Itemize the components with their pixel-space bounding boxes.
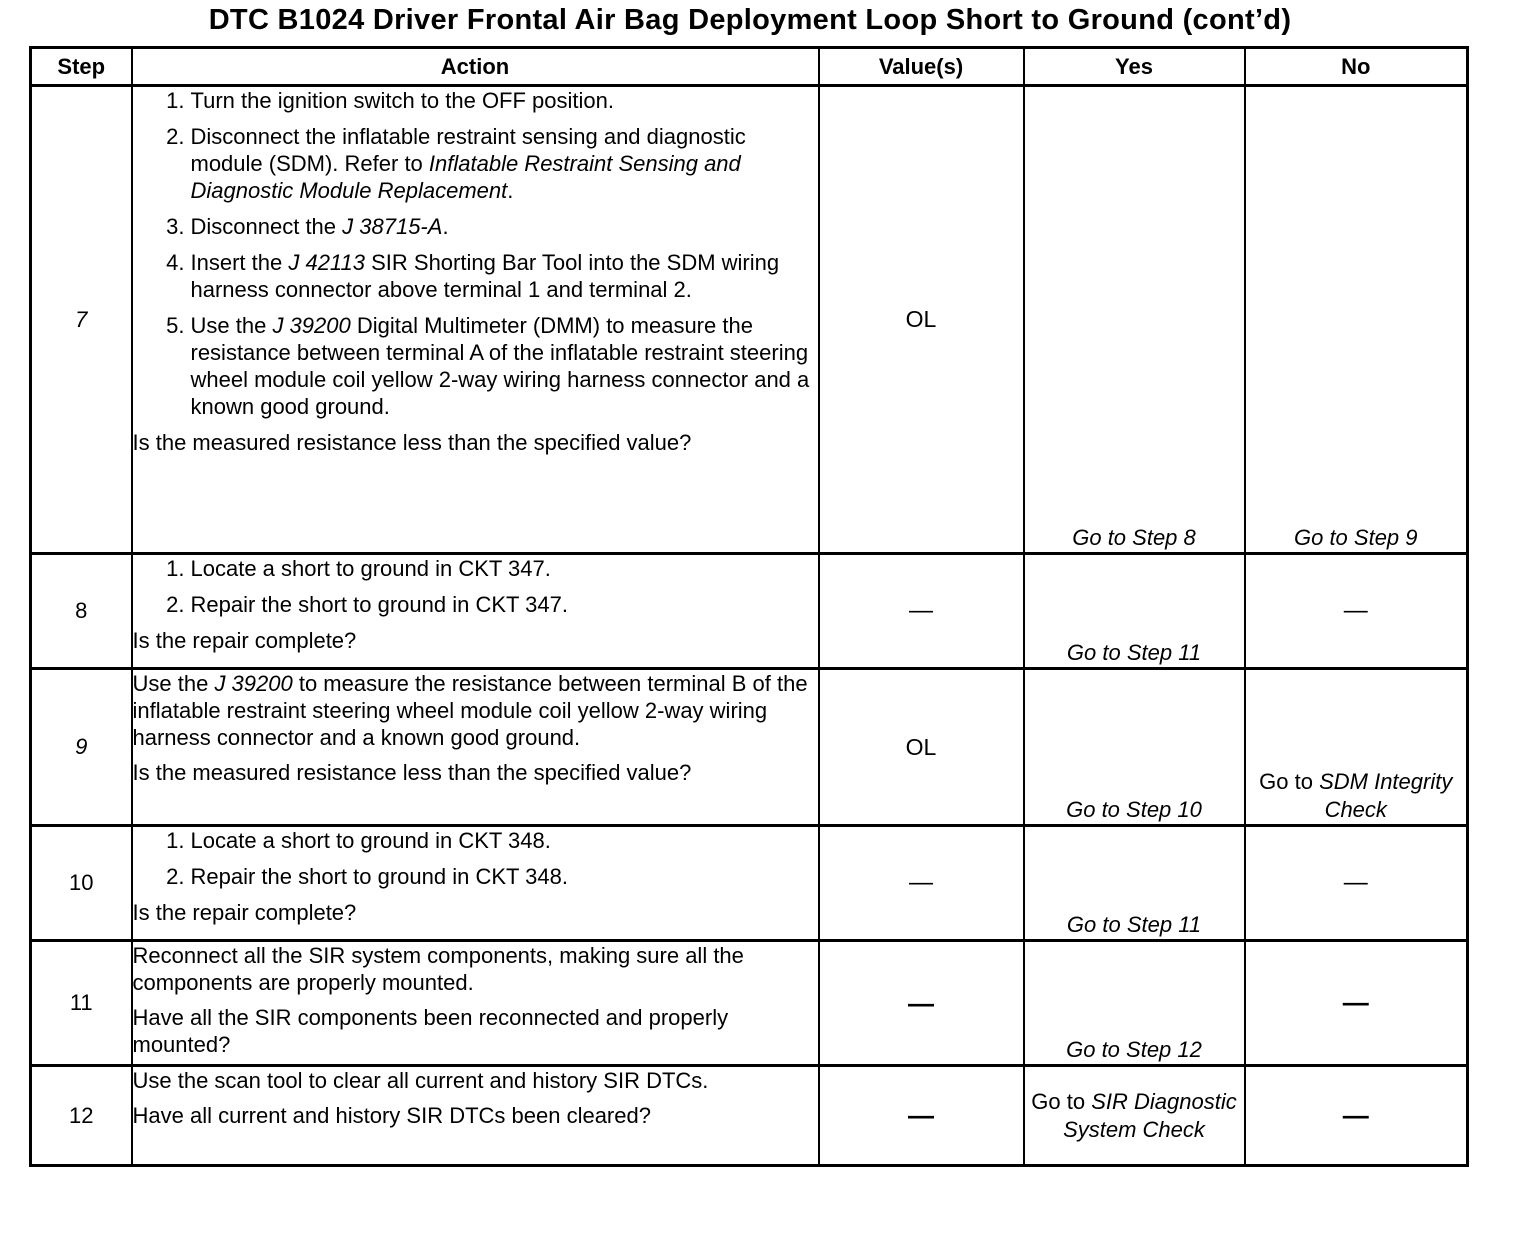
action-paragraph: Reconnect all the SIR system components, making sure all the components are properly mounted.	[132, 943, 744, 995]
step-number: 8	[31, 554, 132, 669]
action-step	[133, 213, 818, 240]
reference-link: SDM Integrity Check	[1319, 769, 1453, 822]
step-index: 1.	[166, 556, 185, 581]
action-step	[133, 249, 818, 303]
tool-reference: J 42113	[288, 250, 365, 275]
dash: —	[909, 869, 933, 896]
step-number: 12	[31, 1066, 132, 1166]
value-cell	[819, 554, 1024, 669]
action-question: Is the measured resistance less than the specified value?	[132, 760, 692, 785]
action-step	[133, 312, 818, 420]
step-text: Locate a short to ground in CKT 348.	[190, 828, 551, 853]
no-cell	[1245, 554, 1468, 669]
value-cell: OL	[819, 669, 1024, 826]
table-row	[31, 941, 1468, 1066]
table-row	[31, 86, 1468, 554]
step-number: 7	[31, 86, 132, 554]
step-text: Disconnect the inflatable restraint sensing and diagnostic module (SDM). Refer to Inflatable Restraint Sensing and Diagnostic Module Replacement.	[190, 124, 746, 203]
reference-link: SIR Diagnostic System Check	[1063, 1088, 1237, 1142]
step-index: 5.	[166, 313, 185, 338]
step-text: Repair the short to ground in CKT 347.	[190, 592, 568, 617]
step-text: Locate a short to ground in CKT 347.	[190, 556, 551, 581]
action-paragraph: Use the J 39200 to measure the resistance between terminal B of the inflatable restraint steering wheel module coil yellow 2-way wiring harness connector and a known good ground.	[132, 671, 808, 750]
value-cell	[819, 1066, 1024, 1166]
tool-reference: J 39200	[214, 671, 293, 696]
action-cell	[132, 826, 819, 941]
step-index: 2.	[166, 864, 185, 889]
table-row	[31, 1066, 1468, 1166]
header-yes: Yes	[1024, 48, 1245, 86]
action-step	[133, 863, 818, 890]
header-step: Step	[31, 48, 132, 86]
step-index: 1.	[166, 828, 185, 853]
value-cell	[819, 826, 1024, 941]
yes-cell: Go to Step 8	[1024, 86, 1245, 554]
action-cell	[132, 941, 819, 1066]
dash: —	[1343, 597, 1368, 624]
table-row	[31, 826, 1468, 941]
diagnostic-table	[29, 46, 1469, 1167]
action-question: Have all the SIR components been reconnected and properly mounted?	[132, 1005, 729, 1057]
action-question: Have all current and history SIR DTCs been cleared?	[132, 1103, 651, 1128]
step-index: 1.	[166, 88, 185, 113]
no-cell: Go to Step 9	[1245, 86, 1468, 554]
action-cell	[132, 86, 819, 554]
action-question: Is the measured resistance less than the specified value?	[132, 430, 692, 455]
step-text: Repair the short to ground in CKT 348.	[190, 864, 568, 889]
yes-cell: Go to Step 11	[1024, 554, 1245, 669]
yes-cell: Go to Step 11	[1024, 826, 1245, 941]
page-title: DTC B1024 Driver Frontal Air Bag Deployment Loop Short to Ground (cont’d)	[208, 4, 1292, 36]
no-cell	[1245, 941, 1468, 1066]
yes-cell: Go to Step 12	[1024, 941, 1245, 1066]
step-index: 2.	[166, 124, 185, 149]
step-number: 10	[31, 826, 132, 941]
step-index: 3.	[166, 214, 185, 239]
header-no: No	[1245, 48, 1468, 86]
step-text: Turn the ignition switch to the OFF position.	[190, 88, 614, 113]
dash: —	[1342, 1099, 1369, 1130]
step-text: Use the J 39200 Digital Multimeter (DMM) to measure the resistance between terminal A of the inflatable restraint steering wheel module coil yellow 2-way wiring harness connector and a known good ground.	[190, 313, 810, 419]
yes-cell: Go to Step 10	[1024, 669, 1245, 826]
reference-link: Inflatable Restraint Sensing and Diagnostic Module Replacement	[190, 151, 741, 203]
header-row	[31, 48, 1468, 86]
header-action: Action	[132, 48, 819, 86]
tool-reference: J 38715-A	[342, 214, 443, 239]
dash: —	[909, 597, 933, 624]
dash: —	[908, 987, 934, 1018]
no-cell	[1245, 826, 1468, 941]
value-cell: OL	[819, 86, 1024, 554]
value-cell	[819, 941, 1024, 1066]
step-text: Insert the J 42113 SIR Shorting Bar Tool into the SDM wiring harness connector above terminal 1 and terminal 2.	[190, 250, 780, 302]
action-step	[133, 87, 818, 114]
header-values: Value(s)	[819, 48, 1024, 86]
table-row	[31, 554, 1468, 669]
action-steps	[133, 87, 818, 420]
no-cell	[1245, 1066, 1468, 1166]
no-cell: Go to SDM Integrity Check	[1245, 669, 1468, 826]
step-number: 9	[31, 669, 132, 826]
yes-cell: Go to SIR Diagnostic System Check	[1024, 1066, 1245, 1166]
action-cell	[132, 669, 819, 826]
action-step	[133, 591, 818, 618]
action-question: Is the repair complete?	[132, 900, 357, 925]
action-step	[133, 123, 818, 204]
action-question: Is the repair complete?	[132, 628, 357, 653]
tool-reference: J 39200	[272, 313, 351, 338]
dash: —	[908, 1100, 934, 1130]
step-text: Disconnect the J 38715-A.	[190, 214, 449, 239]
action-steps	[133, 555, 818, 618]
action-step	[133, 555, 818, 582]
dash: —	[1343, 869, 1368, 896]
action-steps	[133, 827, 818, 890]
action-step	[133, 827, 818, 854]
action-cell	[132, 554, 819, 669]
table-row	[31, 669, 1468, 826]
dash: —	[1342, 987, 1369, 1017]
step-index: 4.	[166, 250, 185, 275]
step-number: 11	[31, 941, 132, 1066]
step-index: 2.	[166, 592, 185, 617]
action-cell	[132, 1066, 819, 1166]
action-paragraph: Use the scan tool to clear all current and history SIR DTCs.	[132, 1068, 709, 1093]
